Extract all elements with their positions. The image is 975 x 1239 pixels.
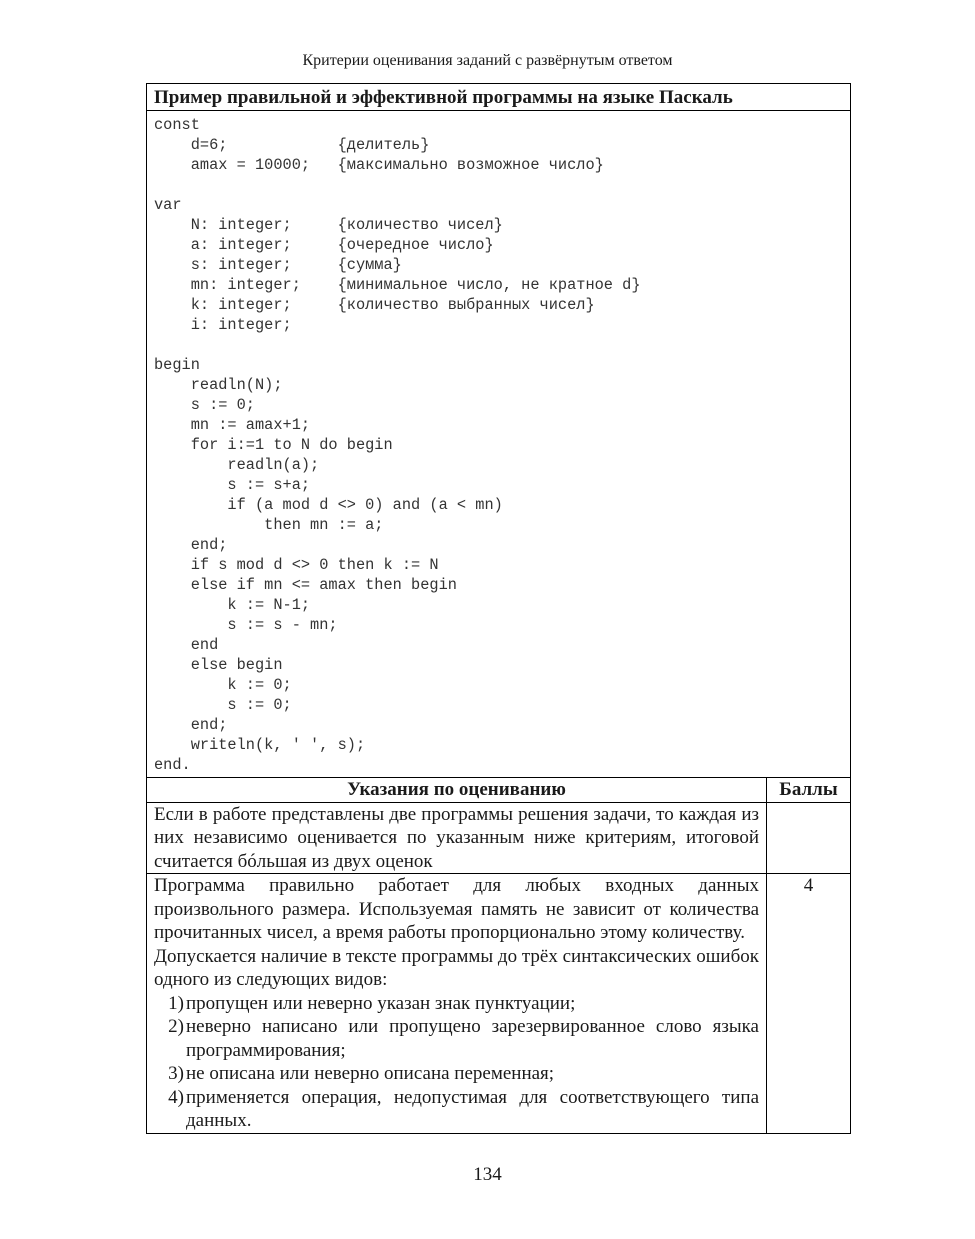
code-line: amax = 10000; {максимально возможное число} [154,156,604,174]
code-line: k: integer; {количество выбранных чисел} [154,296,595,314]
row2-paragraph-2: Допускается наличие в тексте программы до трёх синтаксических ошибок одного из следующих видов: [154,945,759,990]
code-block [147,111,850,778]
code-line [154,175,850,195]
table-row [147,803,850,875]
list-item: 2) неверно написано или пропущено зарезервированное слово языка программирования; [168,1016,759,1061]
row2-paragraph-1: Программа правильно работает для любых входных данных произвольного размера. Используемая память не зависит от количества прочитанных чисел, а время работы пропорционально этому количеству. [154,875,759,943]
code-line: d=6; {делитель} [154,136,430,154]
points-column-header: Баллы [779,779,838,800]
code-line: end; [154,716,228,734]
code-line: s := s - mn; [154,616,338,634]
code-line: readln(a); [154,456,320,474]
code-line: if s mod d <> 0 then k := N [154,556,439,574]
code-line: s := 0; [154,396,255,414]
code-line: mn := amax+1; [154,416,311,434]
code-line: end [154,636,219,654]
table-header-row [147,778,850,803]
code-line: s: integer; {сумма} [154,256,402,274]
code-line: end. [154,756,191,774]
page-header: Критерии оценивания заданий с развёрнутым ответом [302,52,673,69]
program-title: Пример правильной и эффективной программы на языке Паскаль [147,84,850,111]
code-line: writeln(k, ' ', s); [154,736,366,754]
code-line: s := 0; [154,696,292,714]
criteria-sheet [146,83,851,1134]
code-line: N: integer; {количество чисел} [154,216,503,234]
code-line: end; [154,536,228,554]
row1-points [767,803,850,874]
page-number: 134 [473,1164,502,1185]
code-line: k := 0; [154,676,292,694]
error-types-list [154,992,759,1133]
code-line: var [154,196,182,214]
list-item: 4) применяется операция, недопустимая для соответствующего типа данных. [168,1086,759,1131]
code-line: begin [154,356,200,374]
code-line: a: integer; {очередное число} [154,236,494,254]
code-line: then mn := a; [154,516,384,534]
code-line: else begin [154,656,283,674]
code-line: readln(N); [154,376,283,394]
row2-points: 4 [803,875,814,896]
list-item: 3) не описана или неверно описана переменная; [168,1063,555,1084]
code-line: mn: integer; {минимальное число, не кратное d} [154,276,641,294]
code-line: k := N-1; [154,596,311,614]
row1-instructions: Если в работе представлены две программы решения задачи, то каждая из них независимо оценивается по указанным ниже критериям, итоговой считается бóльшая из двух оценок [147,803,767,874]
pascal-code [147,111,850,777]
code-line: else if mn <= amax then begin [154,576,457,594]
instructions-column-header: Указания по оцениванию [147,778,767,802]
table-row [147,874,850,1133]
code-line: const [154,116,200,134]
code-line: i: integer; [154,316,292,334]
list-item: 1) пропущен или неверно указан знак пунктуации; [168,992,576,1014]
code-line: s := s+a; [154,476,311,494]
row2-instructions [147,874,767,1133]
code-line [154,335,850,355]
code-line: for i:=1 to N do begin [154,436,393,454]
code-line: if (a mod d <> 0) and (a < mn) [154,496,503,514]
